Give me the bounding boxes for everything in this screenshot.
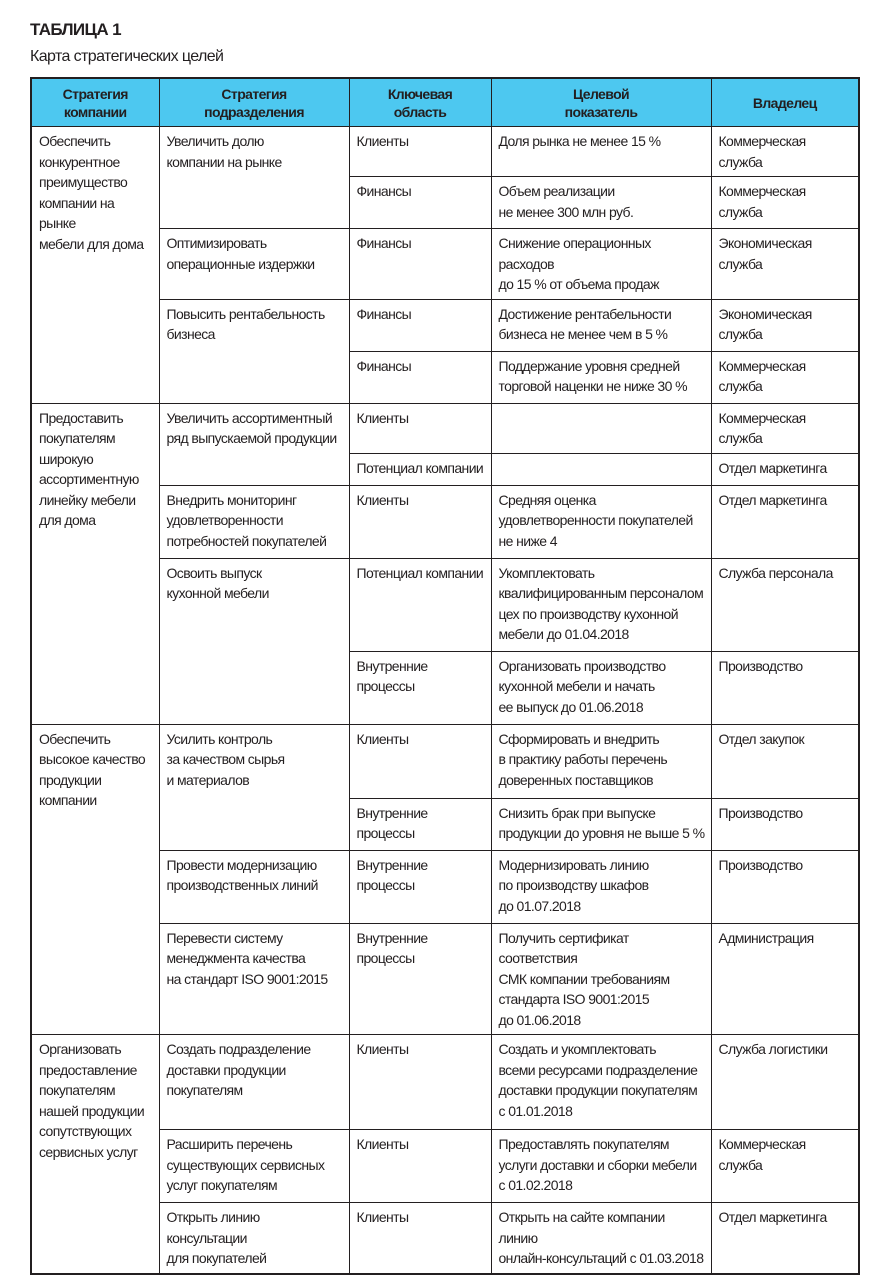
unit-strategy-cell: Увеличить долю компании на рынке <box>159 127 349 229</box>
owner-cell: Отдел маркетинга <box>711 453 859 485</box>
owner-cell: Коммерческая служба <box>711 403 859 453</box>
owner-cell: Коммерческая служба <box>711 351 859 403</box>
table-title: ТАБЛИЦА 1 <box>30 20 122 39</box>
table-subtitle: Карта стратегических целей <box>30 48 224 65</box>
target-indicator-cell: Получить сертификат соответствия СМК компании требованиям стандарта ISO 9001:2015 до 01.06.2018 <box>491 923 711 1035</box>
owner-cell: Коммерческая служба <box>711 1130 859 1203</box>
target-indicator-cell: Поддержание уровня средней торговой наценки не ниже 30 % <box>491 351 711 403</box>
column-header: Ключевая область <box>349 78 491 127</box>
target-indicator-cell <box>491 403 711 453</box>
key-area-cell: Потенциал компании <box>349 558 491 651</box>
company-strategy-cell: Организовать предоставление покупателям нашей продукции сопутствующих сервисных услуг <box>31 1035 159 1274</box>
unit-strategy-cell: Открыть линию консультации для покупателей <box>159 1203 349 1274</box>
owner-cell: Производство <box>711 798 859 850</box>
key-area-cell: Потенциал компании <box>349 453 491 485</box>
target-indicator-cell: Открыть на сайте компании линию онлайн-консультаций с 01.03.2018 <box>491 1203 711 1274</box>
target-indicator-cell: Укомплектовать квалифицированным персоналом цех по производству кухонной мебели до 01.04.2018 <box>491 558 711 651</box>
key-area-cell: Внутренние процессы <box>349 651 491 724</box>
table-row <box>31 1035 859 1130</box>
target-indicator-cell: Сформировать и внедрить в практику работы перечень доверенных поставщиков <box>491 724 711 798</box>
key-area-cell: Финансы <box>349 351 491 403</box>
unit-strategy-cell: Освоить выпуск кухонной мебели <box>159 558 349 724</box>
key-area-cell: Клиенты <box>349 403 491 453</box>
column-header: Стратегия компании <box>31 78 159 127</box>
key-area-cell: Клиенты <box>349 724 491 798</box>
table-row <box>31 127 859 177</box>
company-strategy-cell: Обеспечить конкурентное преимущество компании на рынке мебели для дома <box>31 127 159 404</box>
key-area-cell: Внутренние процессы <box>349 850 491 923</box>
owner-cell: Отдел закупок <box>711 724 859 798</box>
target-indicator-cell: Модернизировать линию по производству шкафов до 01.07.2018 <box>491 850 711 923</box>
unit-strategy-cell: Внедрить мониторинг удовлетворенности потребностей покупателей <box>159 485 349 558</box>
strategic-goals-table <box>30 77 860 1275</box>
owner-cell: Коммерческая служба <box>711 127 859 177</box>
owner-cell: Производство <box>711 850 859 923</box>
unit-strategy-cell: Провести модернизацию производственных линий <box>159 850 349 923</box>
column-header: Владелец <box>711 78 859 127</box>
unit-strategy-cell: Создать подразделение доставки продукции покупателям <box>159 1035 349 1130</box>
owner-cell: Экономическая служба <box>711 299 859 351</box>
target-indicator-cell: Снижение операционных расходов до 15 % от объема продаж <box>491 229 711 300</box>
owner-cell: Служба персонала <box>711 558 859 651</box>
target-indicator-cell: Организовать производство кухонной мебели и начать ее выпуск до 01.06.2018 <box>491 651 711 724</box>
unit-strategy-cell: Оптимизировать операционные издержки <box>159 229 349 300</box>
target-indicator-cell <box>491 453 711 485</box>
unit-strategy-cell: Усилить контроль за качеством сырья и материалов <box>159 724 349 850</box>
unit-strategy-cell: Увеличить ассортиментный ряд выпускаемой продукции <box>159 403 349 485</box>
target-indicator-cell: Достижение рентабельности бизнеса не менее чем в 5 % <box>491 299 711 351</box>
key-area-cell: Клиенты <box>349 1130 491 1203</box>
unit-strategy-cell: Повысить рентабельность бизнеса <box>159 299 349 403</box>
owner-cell: Отдел маркетинга <box>711 1203 859 1274</box>
key-area-cell: Финансы <box>349 299 491 351</box>
key-area-cell: Внутренние процессы <box>349 798 491 850</box>
company-strategy-cell: Обеспечить высокое качество продукции компании <box>31 724 159 1035</box>
company-strategy-cell: Предоставить покупателям широкую ассортиментную линейку мебели для дома <box>31 403 159 724</box>
owner-cell: Экономическая служба <box>711 229 859 300</box>
unit-strategy-cell: Расширить перечень существующих сервисных услуг покупателям <box>159 1130 349 1203</box>
owner-cell: Коммерческая служба <box>711 177 859 229</box>
column-header: Стратегия подразделения <box>159 78 349 127</box>
key-area-cell: Клиенты <box>349 127 491 177</box>
target-indicator-cell: Объем реализации не менее 300 млн руб. <box>491 177 711 229</box>
key-area-cell: Клиенты <box>349 1035 491 1130</box>
table-row <box>31 724 859 798</box>
key-area-cell: Клиенты <box>349 1203 491 1274</box>
owner-cell: Отдел маркетинга <box>711 485 859 558</box>
key-area-cell: Внутренние процессы <box>349 923 491 1035</box>
owner-cell: Служба логистики <box>711 1035 859 1130</box>
target-indicator-cell: Предоставлять покупателям услуги доставки и сборки мебели с 01.02.2018 <box>491 1130 711 1203</box>
key-area-cell: Финансы <box>349 229 491 300</box>
target-indicator-cell: Создать и укомплектовать всеми ресурсами подразделение доставки продукции покупателям с 01.01.2018 <box>491 1035 711 1130</box>
owner-cell: Производство <box>711 651 859 724</box>
key-area-cell: Клиенты <box>349 485 491 558</box>
owner-cell: Администрация <box>711 923 859 1035</box>
target-indicator-cell: Средняя оценка удовлетворенности покупателей не ниже 4 <box>491 485 711 558</box>
target-indicator-cell: Доля рынка не менее 15 % <box>491 127 711 177</box>
column-header: Целевой показатель <box>491 78 711 127</box>
key-area-cell: Финансы <box>349 177 491 229</box>
header-row <box>31 78 859 127</box>
target-indicator-cell: Снизить брак при выпуске продукции до уровня не выше 5 % <box>491 798 711 850</box>
table-row <box>31 403 859 453</box>
unit-strategy-cell: Перевести систему менеджмента качества на стандарт ISO 9001:2015 <box>159 923 349 1035</box>
